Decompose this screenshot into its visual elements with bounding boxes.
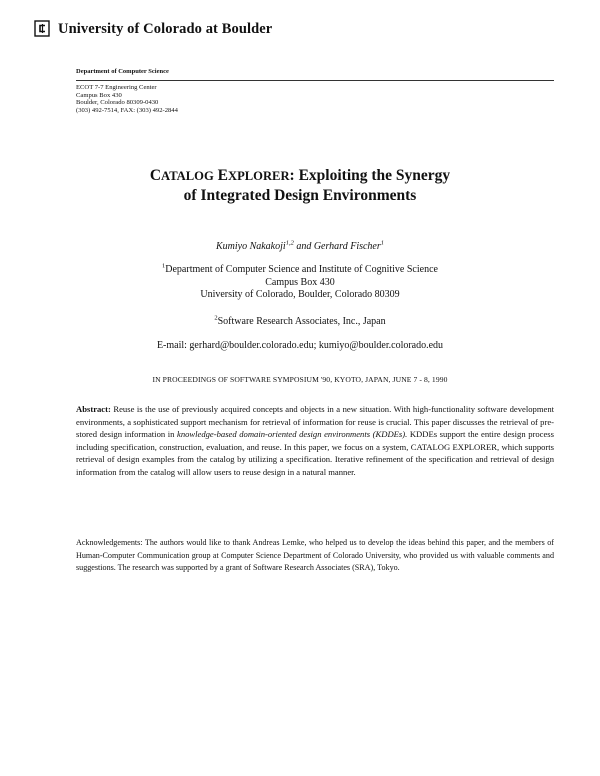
title-line-1: CATALOG EXPLORER: Exploiting the Synergy: [149, 167, 451, 184]
acknowledgements-paragraph: Acknowledgements: The authors would like to thank Andreas Lemke, who helped us to develop the ideas behind this paper, and the members of Human-Computer Communication group at Computer Science Department of Colorado University, who provided us with valuable comments and suggestions. The research was supported by a grant of Software Research Associates (SRA), Tokyo.: [76, 538, 554, 573]
affiliation-1: $^1$Department of Computer Science and Institute of Cognitive Science Campus Box 430 University of Colorado, Boulder, Colorado 80309: [162, 262, 438, 300]
email-line: E-mail: gerhard@boulder.colorado.edu; kumiyo@boulder.colorado.edu: [156, 340, 444, 351]
address-line: ECOT 7-7 Engineering Center: [76, 84, 157, 91]
author-name: Gerhard Fischer: [313, 241, 381, 252]
university-name: University of Colorado at Boulder: [58, 21, 273, 37]
abstract-label: Abstract:: [76, 404, 111, 414]
address-line: (303) 492-7514, FAX: (303) 492-2844: [76, 106, 178, 114]
author-conjunction: and: [296, 241, 312, 252]
title-line-2: of Integrated Design Environments: [183, 187, 417, 204]
address-block: [76, 84, 178, 114]
header-rule: [76, 80, 554, 81]
affiliation-2: $^2$Software Research Associates, Inc., Japan: [214, 314, 386, 327]
department-name: Department of Computer Science: [76, 68, 169, 75]
paper-title: [0, 166, 600, 206]
university-logo-icon: [34, 20, 50, 37]
address-line: Boulder, Colorado 80309-0430: [76, 99, 159, 107]
address-line: Campus Box 430: [76, 91, 122, 99]
proceedings-line: IN PROCEEDINGS OF SOFTWARE SYMPOSIUM '90, KYOTO, JAPAN, JUNE 7 - 8, 1990: [152, 375, 448, 384]
author-name: Kumiyo Nakakoji: [215, 241, 286, 252]
abstract-paragraph: Abstract: Reuse is the use of previously acquired concepts and objects in a new situation. With high-functionality software development environments, a sophisticated support mechanism for retrieval of information for reuse is crucial. This paper discusses the retrieval of pre-stored design information in knowledge-based domain-oriented design environments (KDDEs). KDDEs support the entire design process including specification, construction, evaluation, and reuse. In this paper, we focus on a system, CATALOG EXPLORER, which supports retrieval of design examples from the catalog by utilizing a specification. Iterative refinement of the specification and retrieval of design information from the catalog will allow users to reuse design in a natural manner.: [76, 404, 555, 477]
authors: Kumiyo Nakakoji$^{1,2}$ and Gerhard Fischer$^1$: [215, 239, 385, 252]
acknowledgements-label: Acknowledgements:: [76, 538, 143, 547]
